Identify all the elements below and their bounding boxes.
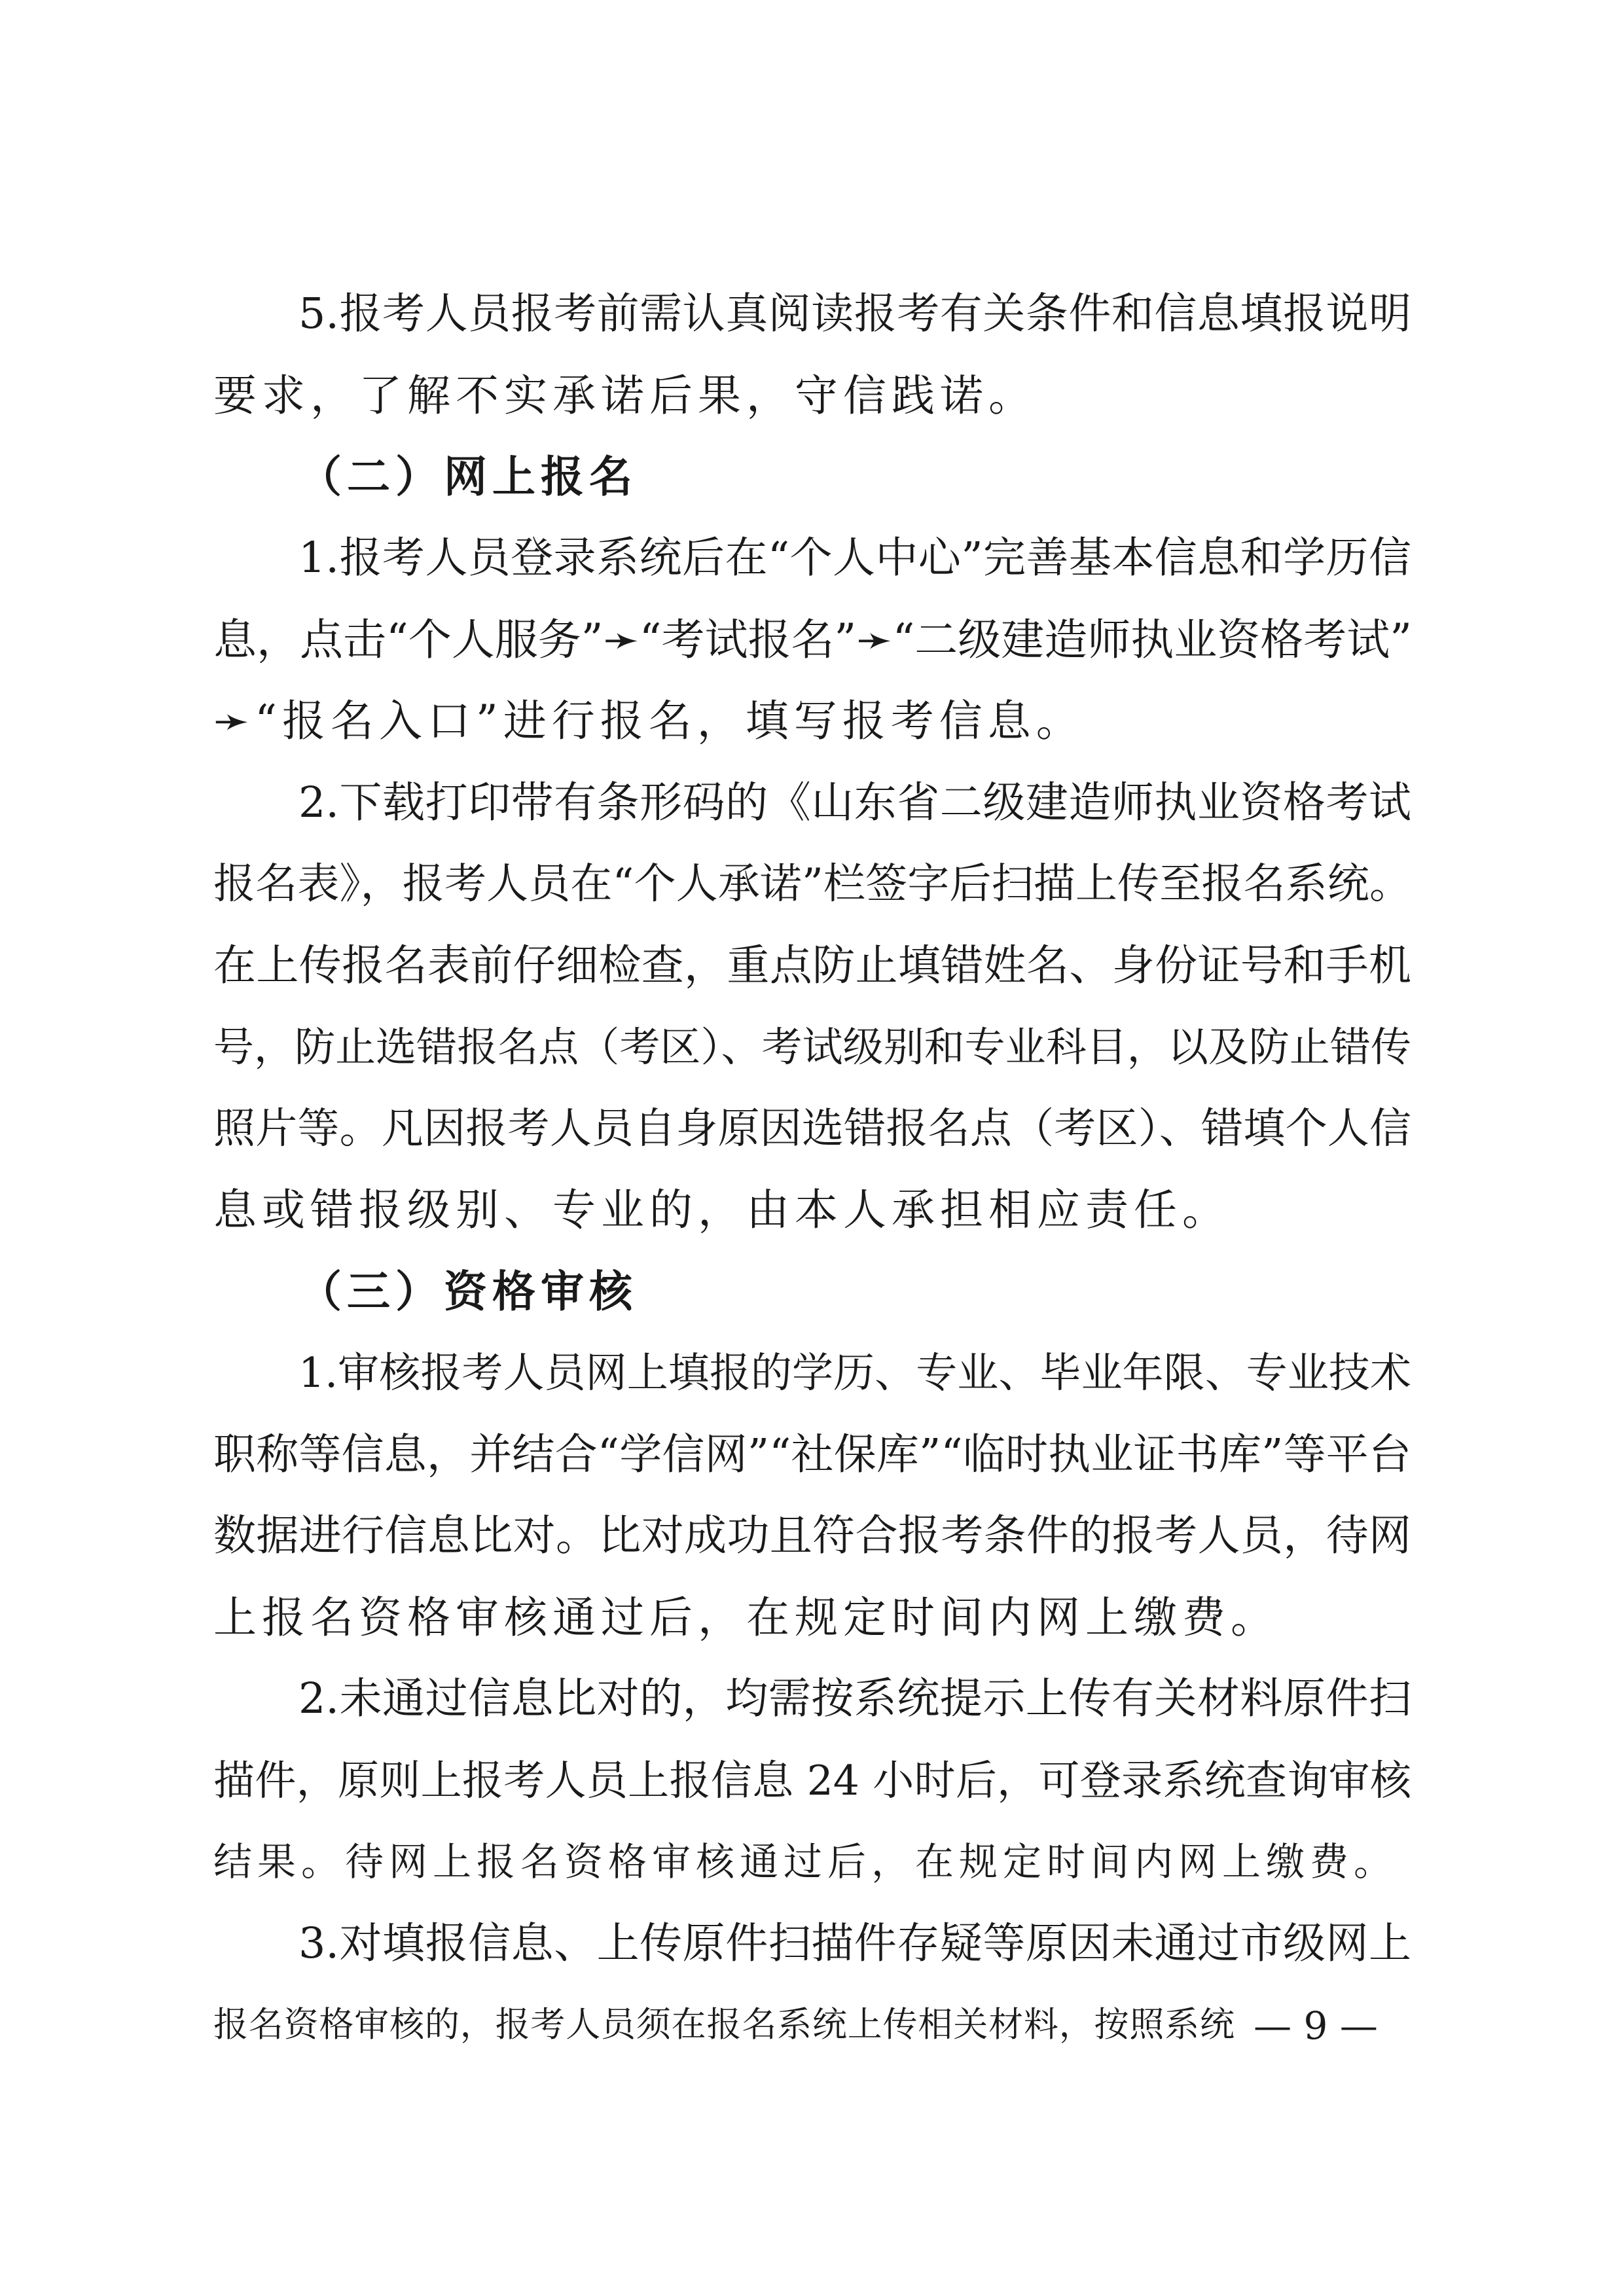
paragraph-5-line-1: 5.报考人员报考前需认真阅读报考有关条件和信息填报说明 bbox=[298, 289, 1411, 338]
online-registration-p2-line-3: 在上传报名表前仔细检查，重点防止填错姓名、身份证号和手机 bbox=[213, 941, 1411, 990]
qualification-review-p2-line-2: 描件，原则上报考人员上报信息 24 小时后，可登录系统查询审核 bbox=[213, 1757, 1411, 1804]
qualification-review-p2-line-3: 结果。待网上报名资格审核通过后，在规定时间内网上缴费。 bbox=[213, 1839, 1398, 1884]
qualification-review-p1-line-4: 上报名资格审核通过后，在规定时间内网上缴费。 bbox=[213, 1592, 1279, 1643]
section-heading-online-registration: （二）网上报名 bbox=[298, 452, 638, 502]
online-registration-p2-line-6: 息或错报级别、专业的，由本人承担相应责任。 bbox=[213, 1185, 1231, 1235]
online-registration-p2-line-2: 报名表》，报考人员在“个人承诺”栏签字后扫描上传至报名系统。 bbox=[213, 860, 1411, 908]
qualification-review-p3-line-2: 报名资格审核的，报考人员须在报名系统上传相关材料，按照系统 bbox=[213, 2005, 1235, 2045]
online-registration-p2-line-5: 照片等。凡因报考人员自身原因选错报名点（考区）、错填个人信 bbox=[213, 1105, 1411, 1153]
qualification-review-p1-line-1: 1.审核报考人员网上填报的学历、专业、毕业年限、专业技术 bbox=[298, 1349, 1411, 1397]
online-registration-p1-line-3: ➛“报名入口”进行报名，填写报考信息。 bbox=[213, 696, 1085, 746]
qualification-review-p1-line-3: 数据进行信息比对。比对成功且符合报考条件的报考人员，待网 bbox=[213, 1511, 1411, 1560]
qualification-review-p1-line-2: 职称等信息，并结合“学信网”“社保库”“临时执业证书库”等平台 bbox=[213, 1430, 1411, 1479]
section-heading-qualification-review: （三）资格审核 bbox=[298, 1266, 638, 1317]
online-registration-p2-line-1: 2.下载打印带有条形码的《山东省二级建造师执业资格考试 bbox=[298, 778, 1411, 827]
paragraph-5-line-2: 要求，了解不实承诺后果，守信践诺。 bbox=[213, 370, 1037, 421]
online-registration-p2-line-4: 号，防止选错报名点（考区）、考试级别和专业科目，以及防止错传 bbox=[213, 1023, 1411, 1071]
qualification-review-p3-line-1: 3.对填报信息、上传原件扫描件存疑等原因未通过市级网上 bbox=[298, 1919, 1411, 1968]
online-registration-p1-line-2: 息，点击“个人服务”➛“考试报名”➛“二级建造师执业资格考试” bbox=[213, 615, 1413, 665]
qualification-review-p2-line-1: 2.未通过信息比对的，均需按系统提示上传有关材料原件扫 bbox=[298, 1674, 1411, 1723]
online-registration-p1-line-1: 1.报考人员登录系统后在“个人中心”完善基本信息和学历信 bbox=[298, 533, 1411, 583]
page-number: — 9 — bbox=[1254, 2003, 1378, 2048]
